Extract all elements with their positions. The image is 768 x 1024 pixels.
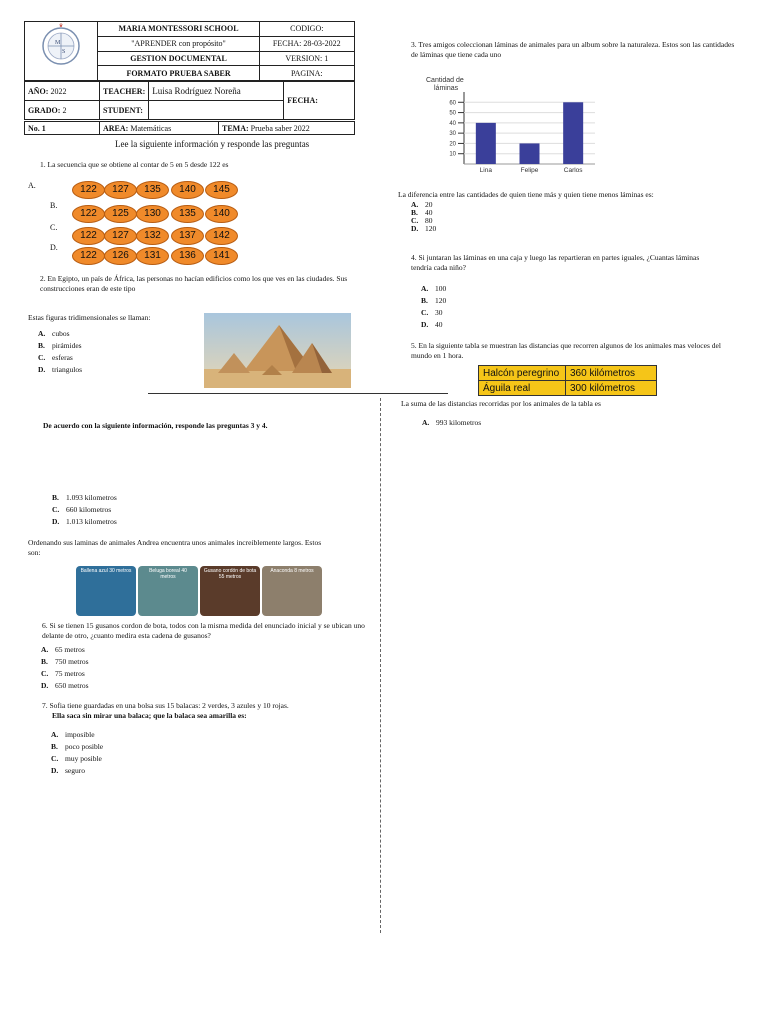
student-info-table: [24, 81, 355, 120]
q6-option[interactable]: [41, 657, 89, 666]
q2-option[interactable]: [38, 341, 82, 350]
option-text: 993 kilometros: [436, 418, 482, 427]
q2-option[interactable]: [38, 329, 70, 338]
option-text: 1.093 kilometros: [66, 493, 117, 502]
sequence-number-oval: 122: [72, 181, 105, 199]
option-text: 120: [435, 296, 447, 305]
sequence-number-oval: 122: [72, 227, 105, 245]
ano-cell: [25, 82, 100, 101]
no-label: No.: [28, 123, 40, 133]
fecha-doc: FECHA: 28-03-2022: [259, 36, 354, 51]
sequence-number-oval: 140: [205, 205, 238, 223]
option-key: A.: [51, 730, 59, 739]
animal-card: [200, 566, 260, 616]
option-text: muy posible: [65, 754, 102, 763]
school-motto: "APRENDER con propósito": [98, 36, 259, 51]
option-key: D.: [41, 681, 49, 690]
sequence-number-oval: 135: [136, 181, 169, 199]
option-text: cubos: [52, 329, 70, 338]
animal-card: [262, 566, 322, 616]
sequence-number-oval: 137: [171, 227, 204, 245]
option-key: D.: [38, 365, 46, 374]
chart-ylabel: Cantidad de: [426, 77, 464, 84]
chart-category-label: Felipe: [520, 167, 539, 174]
area-table: [24, 121, 355, 135]
chart-bar: [520, 143, 540, 164]
teacher-name: Luisa Rodríguez Noreña: [149, 82, 284, 101]
option-key: C.: [411, 216, 419, 225]
q4-option[interactable]: [421, 308, 443, 317]
option-key: D.: [51, 766, 59, 775]
q1-option-label[interactable]: A.: [28, 181, 36, 190]
school-logo-cell: [25, 22, 98, 81]
option-text: seguro: [65, 766, 85, 775]
chart-y-tick-label: 20: [449, 141, 456, 148]
chart-ylabel-line2: láminas: [434, 85, 459, 92]
school-name: MARIA MONTESSORI SCHOOL: [98, 22, 259, 37]
option-key: A.: [421, 284, 429, 293]
option-text: 100: [435, 284, 447, 293]
q7-option[interactable]: [51, 730, 95, 739]
option-text: 20: [425, 200, 433, 209]
chart-bar: [476, 123, 496, 164]
option-key: B.: [52, 493, 59, 502]
area-cell: [100, 122, 219, 135]
grado-cell: [25, 101, 100, 120]
q5-option[interactable]: [52, 505, 111, 514]
chart-y-tick-label: 50: [449, 110, 456, 117]
sequence-number-oval: 131: [136, 247, 169, 265]
option-text: 660 kilometros: [66, 505, 112, 514]
animal-caption: Beluga boreal 40 metros: [149, 568, 187, 580]
ano-value: 2022: [50, 86, 67, 96]
pagina-label: PAGINA:: [259, 66, 354, 81]
chart-y-tick-label: 60: [449, 100, 456, 107]
option-key: B.: [41, 657, 48, 666]
option-text: 80: [425, 216, 433, 225]
option-key: B.: [411, 208, 418, 217]
no-cell: [25, 122, 100, 135]
option-text: 40: [425, 208, 433, 217]
option-text: 65 metros: [55, 645, 85, 654]
gestion-documental: GESTION DOCUMENTAL: [98, 51, 259, 66]
sequence-number-oval: 125: [104, 205, 137, 223]
q5-option[interactable]: [52, 517, 117, 526]
option-text: 75 metros: [55, 669, 85, 678]
chart-category-label: Lina: [479, 167, 492, 174]
option-text: poco posible: [65, 742, 104, 751]
option-key: A.: [38, 329, 46, 338]
option-key: A.: [422, 418, 430, 427]
chart-category-label: Carlos: [563, 167, 583, 174]
option-text: 650 metros: [55, 681, 89, 690]
option-key: C.: [41, 669, 49, 678]
option-key: C.: [421, 308, 429, 317]
q4-option[interactable]: [421, 320, 443, 329]
q3-text: 3. Tres amigos coleccionan láminas de animales para un album sobre la naturaleza. Estos son las cantidades de láminas que tiene cada uno: [411, 40, 735, 59]
q5-text: 5. En la siguiente tabla se muestran las distancias que recorren algunos de los animales mas veloces del mundo en 1 hora.: [411, 341, 721, 360]
fecha-label: FECHA:: [284, 82, 355, 120]
svg-text:♛: ♛: [58, 23, 64, 29]
column-divider: [380, 398, 381, 933]
q7-option[interactable]: [51, 766, 85, 775]
formato-label: FORMATO PRUEBA SABER: [98, 66, 259, 81]
option-key: D.: [421, 320, 429, 329]
q1-option-label[interactable]: D.: [50, 243, 58, 252]
option-text: triangulos: [52, 365, 82, 374]
animal-caption: Gusano cordón de bota 55 metros: [203, 568, 257, 580]
speed-table: [478, 365, 657, 396]
q4-text: 4. Si juntaran las láminas en una caja y luego las repartieran en partes iguales, ¿Cuantas láminas tendría cada niño?: [411, 253, 700, 272]
sequence-number-oval: 136: [171, 247, 204, 265]
q5-option[interactable]: [52, 493, 117, 502]
info-3-4: De acuerdo con la siguiente información, responde las preguntas 3 y 4.: [43, 421, 268, 430]
q1-text: 1. La secuencia que se obtiene al contar de 5 en 5 desde 122 es: [40, 160, 229, 169]
distance-cell: 300 kilómetros: [566, 381, 657, 396]
q1-option-label[interactable]: C.: [50, 223, 58, 232]
option-key: A.: [41, 645, 49, 654]
q7-text2: Ella saca sin mirar una balaca; que la balaca sea amarilla es:: [52, 711, 247, 720]
option-text: 750 metros: [55, 657, 89, 666]
q6-option[interactable]: [41, 681, 89, 690]
svg-text:S: S: [62, 49, 66, 55]
sequence-number-oval: 135: [171, 205, 204, 223]
option-text: 30: [435, 308, 443, 317]
q4-option[interactable]: [421, 296, 446, 305]
q2-text: 2. En Egipto, un país de África, las personas no hacían edificios como los que ves en las ciudades. Sus construcciones eran de este tipo: [40, 274, 348, 293]
svg-text:M: M: [55, 40, 61, 46]
area-label: AREA:: [103, 123, 129, 133]
sequence-number-oval: 141: [205, 247, 238, 265]
q7-option[interactable]: [51, 742, 103, 751]
chart-y-tick-label: 30: [449, 131, 456, 138]
sequence-number-oval: 130: [136, 205, 169, 223]
ano-label: AÑO:: [28, 86, 49, 96]
pyramids-image: [204, 313, 351, 388]
grado-label: GRADO:: [28, 105, 61, 115]
chart-y-tick-label: 10: [449, 151, 456, 158]
tema-label: TEMA:: [222, 123, 249, 133]
codigo-label: CODIGO:: [259, 22, 354, 37]
sequence-number-oval: 140: [171, 181, 204, 199]
q5-option-a[interactable]: [422, 418, 481, 427]
option-text: pirámides: [52, 341, 82, 350]
q2-option[interactable]: [38, 365, 82, 374]
option-key: B.: [51, 742, 58, 751]
sequence-number-oval: 127: [104, 181, 137, 199]
speed-table-row: [479, 366, 657, 381]
option-key: C.: [38, 353, 46, 362]
chart-y-tick-label: 40: [449, 120, 456, 127]
q7-option[interactable]: [51, 754, 102, 763]
q6-text: 6. Si se tienen 15 gusanos cordon de bota, todos con la misma medida del enunciado inicial y se ubican uno delante de otro, ¿cuanto medira esta cadena de gusanos?: [42, 621, 365, 640]
q3-option[interactable]: [411, 224, 436, 233]
option-text: imposible: [65, 730, 95, 739]
sequence-number-oval: 126: [104, 247, 137, 265]
chart-bar: [563, 102, 583, 164]
q2-subtext: Estas figuras tridimensionales se llaman:: [28, 313, 151, 322]
no-value: 1: [41, 123, 46, 133]
option-text: esferas: [52, 353, 73, 362]
version-label: VERSION: 1: [259, 51, 354, 66]
q3-question: La diferencia entre las cantidades de quien tiene más y quien tiene menos láminas es:: [398, 190, 654, 199]
animal-name-cell: Halcón peregrino: [479, 366, 566, 381]
grado-value: 2: [62, 105, 67, 115]
sequence-number-oval: 145: [205, 181, 238, 199]
speed-table-row: [479, 381, 657, 396]
sequence-number-oval: 132: [136, 227, 169, 245]
animal-caption: Anaconda 8 metros: [270, 568, 314, 574]
area-value: Matemáticas: [130, 123, 172, 133]
option-text: 1.013 kilometros: [66, 517, 117, 526]
school-logo: [31, 22, 91, 78]
option-key: D.: [52, 517, 60, 526]
sequence-number-oval: 127: [104, 227, 137, 245]
animal-card: [138, 566, 198, 616]
q4-option[interactable]: [421, 284, 446, 293]
q5-question: La suma de las distancias recorridas por los animales de la tabla es: [401, 399, 601, 408]
option-text: 40: [435, 320, 443, 329]
tema-cell: [219, 122, 355, 135]
animal-caption: Ballena azul 30 metros: [80, 568, 132, 574]
teacher-label: TEACHER:: [100, 82, 149, 101]
animal-card: [76, 566, 136, 616]
student-name-field[interactable]: [149, 101, 284, 120]
q6-option[interactable]: [41, 669, 85, 678]
student-label: STUDENT:: [100, 101, 149, 120]
q3-bar-chart: [420, 72, 600, 178]
option-key: C.: [52, 505, 60, 514]
sequence-number-oval: 142: [205, 227, 238, 245]
tema-value: Prueba saber 2022: [250, 123, 310, 133]
option-key: B.: [421, 296, 428, 305]
section-divider: [148, 393, 448, 394]
sequence-number-oval: 122: [72, 247, 105, 265]
option-text: 120: [425, 224, 437, 233]
distance-cell: 360 kilómetros: [566, 366, 657, 381]
option-key: B.: [38, 341, 45, 350]
q7-text: 7. Sofia tiene guardadas en una bolsa sus 15 balacas: 2 verdes, 3 azules y 10 rojas.: [42, 701, 289, 710]
animal-name-cell: Águila real: [479, 381, 566, 396]
intro-text: Lee la siguiente información y responde las preguntas: [115, 139, 310, 149]
sequence-number-oval: 122: [72, 205, 105, 223]
q1-option-label[interactable]: B.: [50, 201, 58, 210]
option-key: A.: [411, 200, 419, 209]
option-key: C.: [51, 754, 59, 763]
option-key: D.: [411, 224, 419, 233]
animals-text: Ordenando sus laminas de animales Andrea encuentra unos animales increiblemente largos. Estos son:: [28, 538, 322, 557]
q2-option[interactable]: [38, 353, 73, 362]
q6-option[interactable]: [41, 645, 85, 654]
header-table: [24, 21, 355, 81]
